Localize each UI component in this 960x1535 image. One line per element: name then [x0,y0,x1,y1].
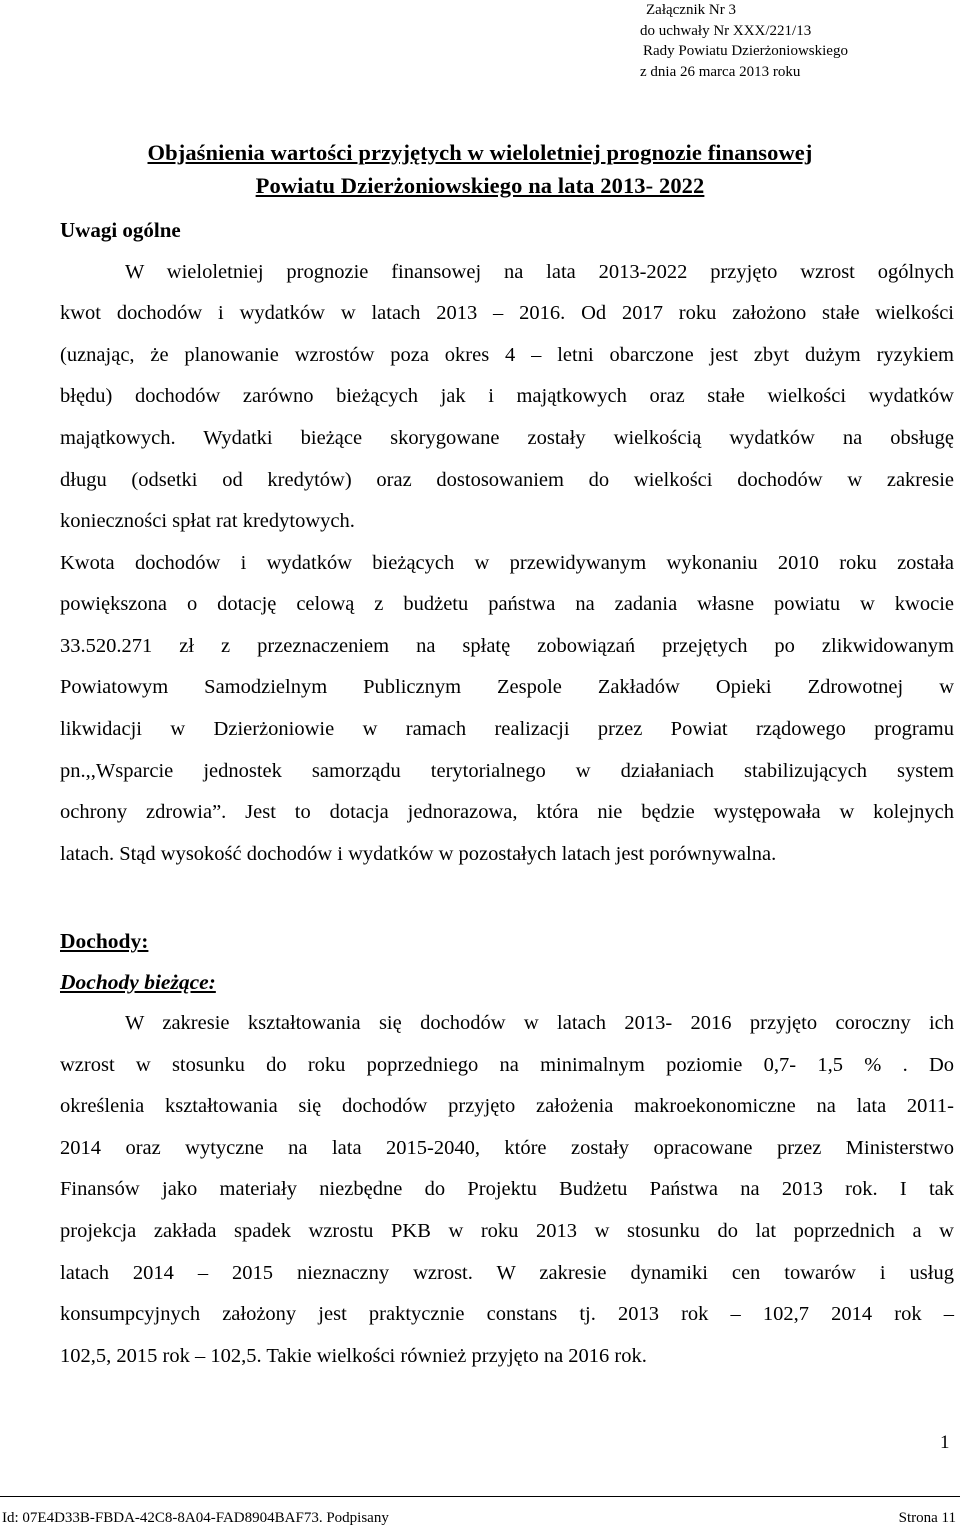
income-heading [60,929,148,954]
paragraph-line: likwidacji w Dzierżoniowie w ramach realizacji przez Powiat rządowego programu [60,718,954,740]
attachment-line-2: do uchwały Nr XXX/221/13 [640,22,812,39]
paragraph-line: długu (odsetki od kredytów) oraz dostosowaniem do wielkości dochodów w zakresie [60,469,954,491]
paragraph-line: konsumpcyjnych założony jest praktycznie constans tj. 2013 rok – 102,7 2014 rok – [60,1303,954,1325]
page-number: 1 [940,1432,950,1453]
paragraph-line: wzrost w stosunku do roku poprzedniego na minimalnym poziomie 0,7- 1,5 % . Do [60,1054,954,1076]
paragraph-line: błędu) dochodów zarówno bieżących jak i majątkowych oraz stałe wielkości wydatków [60,385,954,407]
general-remarks-heading: Uwagi ogólne [60,218,181,242]
paragraph-line: Powiatowym Samodzielnym Publicznym Zespole Zakładów Opieki Zdrowotnej w [60,676,954,698]
footer-divider [0,1496,960,1497]
paragraph-line: W wieloletniej prognozie finansowej na lata 2013-2022 przyjęto wzrost ogólnych [125,261,954,283]
document-title-line-1: Objaśnienia wartości przyjętych w wieloletniej prognozie finansowej [147,140,813,165]
paragraph-line: Kwota dochodów i wydatków bieżących w przewidywanym wykonaniu 2010 roku została [60,552,954,574]
attachment-header [640,0,848,82]
footer-page-label: Strona 11 [898,1510,956,1526]
paragraph-line: określenia kształtowania się dochodów przyjęto założenia makroekonomiczne na lata 2011- [60,1095,954,1117]
document-title-line-2: Powiatu Dzierżoniowskiego na lata 2013- 2022 [255,173,705,198]
attachment-line-4: z dnia 26 marca 2013 roku [640,63,801,80]
paragraph-line: konieczności spłat rat kredytowych. [60,510,355,532]
paragraph-line: kwot dochodów i wydatków w latach 2013 – 2016. Od 2017 roku założono stałe wielkości [60,302,954,324]
paragraph-line: Finansów jako materiały niezbędne do Projektu Budżetu Państwa na 2013 rok. I tak [60,1178,954,1200]
current-income-heading-text: Dochody bieżące: [60,970,216,994]
paragraph-line: 2014 oraz wytyczne na lata 2015-2040, które zostały opracowane przez Ministerstwo [60,1137,954,1159]
current-income-heading [60,970,216,995]
paragraph-line: latach. Stąd wysokość dochodów i wydatków w pozostałych latach jest porównywalna. [60,843,777,865]
paragraph-line: majątkowych. Wydatki bieżące skorygowane zostały wielkością wydatków na obsługę [60,427,954,449]
paragraph-line: (uznając, że planowanie wzrostów poza okres 4 – letni obarczone jest zbyt dużym ryzykiem [60,344,954,366]
paragraph-line: 33.520.271 zł z przeznaczeniem na spłatę zobowiązań przejętych po zlikwidowanym [60,635,954,657]
attachment-line-3: Rady Powiatu Dzierżoniowskiego [643,43,848,59]
paragraph-line: 102,5, 2015 rok – 102,5. Takie wielkości również przyjęto na 2016 rok. [60,1345,647,1367]
paragraph-line: latach 2014 – 2015 nieznaczny wzrost. W zakresie dynamiki cen towarów i usług [60,1262,954,1284]
paragraph-line: ochrony zdrowia”. Jest to dotacja jednorazowa, która nie będzie występowała w kolejnych [60,801,954,823]
attachment-line-1: Załącznik Nr 3 [646,2,736,18]
paragraph-line: W zakresie kształtowania się dochodów w latach 2013- 2016 przyjęto coroczny ich [125,1012,954,1034]
footer-document-id: Id: 07E4D33B-FBDA-42C8-8A04-FAD8904BAF73. Podpisany [2,1510,389,1526]
paragraph-line: powiększona o dotację celową z budżetu państwa na zadania własne powiatu w kwocie [60,593,954,615]
income-heading-text: Dochody: [60,929,149,953]
paragraph-line: projekcja zakłada spadek wzrostu PKB w roku 2013 w stosunku do lat poprzednich a w [60,1220,954,1242]
paragraph-line: pn.,,Wsparcie jednostek samorządu terytorialnego w działaniach stabilizujących system [60,760,954,782]
